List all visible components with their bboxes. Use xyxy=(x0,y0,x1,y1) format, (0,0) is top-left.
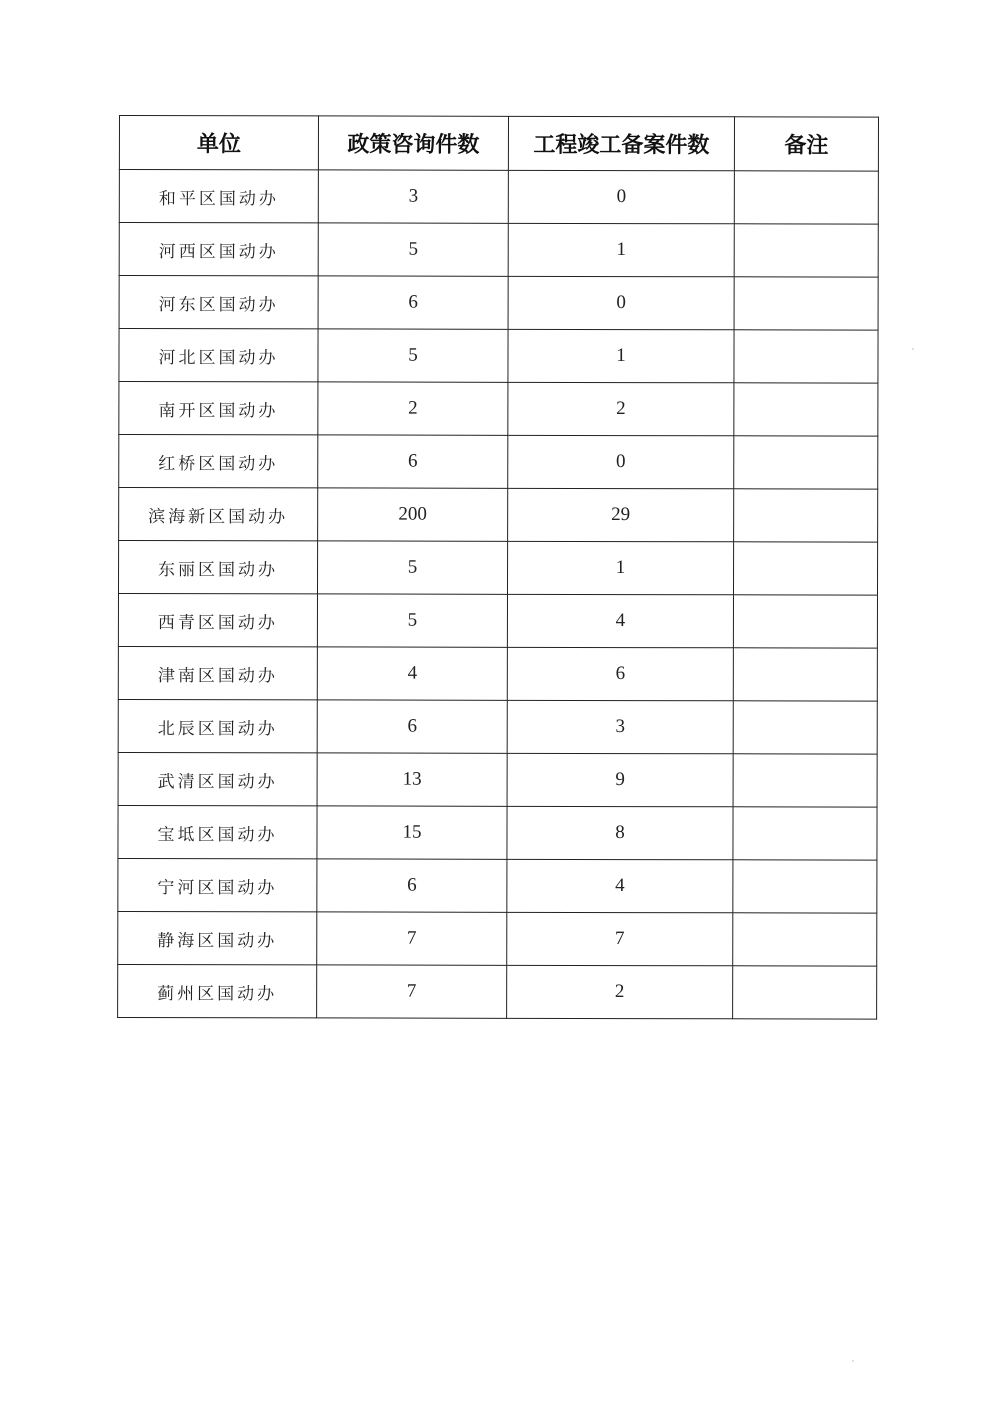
cell-unit: 武清区国动办 xyxy=(118,752,317,805)
cell-consult-count: 5 xyxy=(318,329,508,382)
cell-filing-count: 1 xyxy=(508,223,734,276)
cell-unit: 宁河区国动办 xyxy=(118,858,317,911)
table-row xyxy=(118,594,877,649)
cell-consult-count: 2 xyxy=(318,382,508,435)
cell-note xyxy=(733,754,877,807)
cell-unit: 静海区国动办 xyxy=(118,911,317,964)
cell-filing-count: 2 xyxy=(508,382,734,435)
table-row xyxy=(118,805,877,860)
cell-unit: 东丽区国动办 xyxy=(118,541,317,594)
cell-unit: 宝坻区国动办 xyxy=(118,805,317,858)
cell-note xyxy=(733,648,877,701)
cell-filing-count: 7 xyxy=(507,912,733,965)
cell-unit: 河东区国动办 xyxy=(119,276,318,329)
table-row xyxy=(119,488,878,543)
cell-filing-count: 2 xyxy=(507,965,733,1018)
table-row xyxy=(119,435,878,490)
cell-unit: 北辰区国动办 xyxy=(118,699,317,752)
cell-unit: 河西区国动办 xyxy=(119,223,318,276)
table-row xyxy=(118,911,877,966)
cell-unit: 南开区国动办 xyxy=(119,382,318,435)
table-row xyxy=(118,752,877,807)
cell-filing-count: 0 xyxy=(508,276,734,329)
header-policy-consultation-count: 政策咨询件数 xyxy=(318,116,508,170)
header-unit: 单位 xyxy=(119,116,318,170)
cell-filing-count: 3 xyxy=(507,700,733,753)
cell-note xyxy=(733,595,877,648)
table-row xyxy=(119,329,878,384)
table-row xyxy=(118,858,877,913)
cell-note xyxy=(734,277,878,330)
cell-unit: 西青区国动办 xyxy=(118,594,317,647)
header-row xyxy=(119,116,878,172)
cell-filing-count: 8 xyxy=(507,806,733,859)
table-row xyxy=(119,276,878,331)
cell-note xyxy=(733,966,877,1019)
cell-note xyxy=(733,807,877,860)
cell-filing-count: 4 xyxy=(507,594,733,647)
cell-consult-count: 13 xyxy=(317,753,507,806)
cell-consult-count: 6 xyxy=(318,276,508,329)
cell-consult-count: 6 xyxy=(318,435,508,488)
table-row xyxy=(118,964,877,1019)
cell-filing-count: 9 xyxy=(507,753,733,806)
cell-note xyxy=(734,436,878,489)
cell-unit: 蓟州区国动办 xyxy=(118,964,317,1017)
table-row xyxy=(118,699,877,754)
cell-consult-count: 5 xyxy=(317,594,507,647)
table-row xyxy=(118,646,877,701)
cell-filing-count: 4 xyxy=(507,859,733,912)
cell-consult-count: 7 xyxy=(317,912,507,965)
table-row xyxy=(119,382,878,437)
cell-unit: 和平区国动办 xyxy=(119,170,318,223)
cell-unit: 滨海新区国动办 xyxy=(119,488,318,541)
cell-unit: 津南区国动办 xyxy=(118,646,317,699)
cell-note xyxy=(733,542,877,595)
table-header xyxy=(119,116,878,172)
cell-consult-count: 5 xyxy=(317,541,507,594)
table-row xyxy=(119,170,878,225)
table-row xyxy=(119,223,878,278)
cell-filing-count: 0 xyxy=(508,435,734,488)
cell-note xyxy=(733,701,877,754)
cell-consult-count: 3 xyxy=(318,170,508,223)
cell-note xyxy=(734,489,878,542)
cell-note xyxy=(734,383,878,436)
cell-filing-count: 0 xyxy=(508,170,734,223)
cell-note xyxy=(734,224,878,277)
cell-filing-count: 6 xyxy=(507,647,733,700)
scan-speck xyxy=(912,348,914,350)
cell-consult-count: 4 xyxy=(317,647,507,700)
cell-unit: 红桥区国动办 xyxy=(119,435,318,488)
scan-speck xyxy=(852,1360,854,1362)
header-completion-filing-count: 工程竣工备案件数 xyxy=(508,116,734,170)
cell-consult-count: 200 xyxy=(318,488,508,541)
cell-note xyxy=(734,330,878,383)
cell-consult-count: 7 xyxy=(317,965,507,1018)
table-body xyxy=(118,170,879,1020)
cell-note xyxy=(733,913,877,966)
cell-filing-count: 29 xyxy=(508,488,734,541)
cell-note xyxy=(733,860,877,913)
statistics-table xyxy=(117,115,879,1020)
cell-note xyxy=(734,171,878,224)
header-remarks: 备注 xyxy=(734,117,878,171)
cell-filing-count: 1 xyxy=(507,541,733,594)
cell-consult-count: 6 xyxy=(317,700,507,753)
cell-filing-count: 1 xyxy=(508,329,734,382)
table-row xyxy=(118,541,877,596)
cell-consult-count: 6 xyxy=(317,859,507,912)
cell-unit: 河北区国动办 xyxy=(119,329,318,382)
cell-consult-count: 5 xyxy=(318,223,508,276)
cell-consult-count: 15 xyxy=(317,806,507,859)
